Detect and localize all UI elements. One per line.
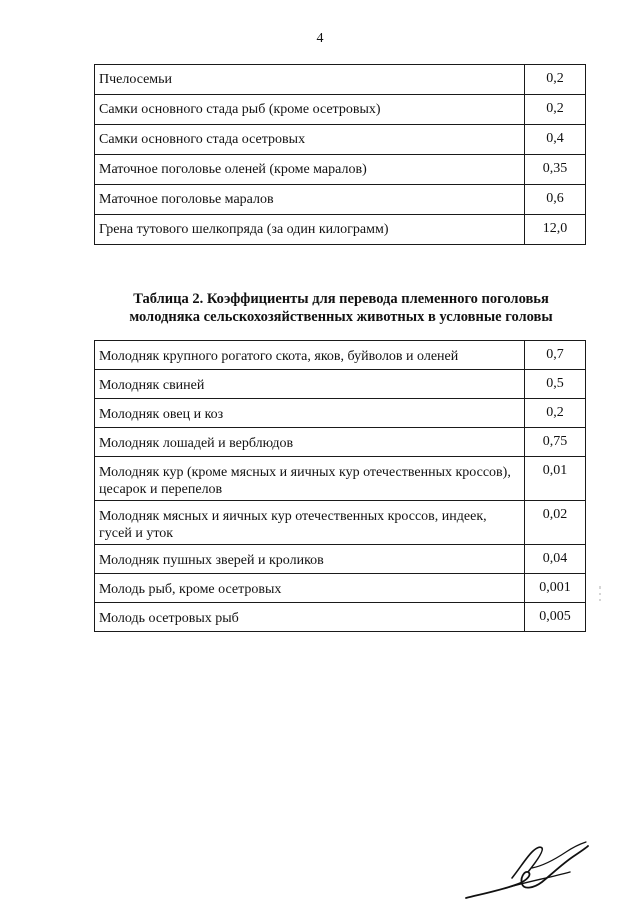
table-row [95, 155, 586, 185]
row-value: 0,2 [525, 95, 586, 125]
row-value: 0,01 [525, 457, 586, 501]
row-label: Грена тутового шелкопряда (за один килограмм) [95, 215, 525, 245]
row-value: 0,6 [525, 185, 586, 215]
row-value: 0,5 [525, 370, 586, 399]
row-label: Самки основного стада осетровых [95, 125, 525, 155]
row-label: Молодняк пушных зверей и кроликов [95, 545, 525, 574]
row-label: Молодь рыб, кроме осетровых [95, 574, 525, 603]
table-row [95, 370, 586, 399]
table-row [95, 428, 586, 457]
table-row [95, 215, 586, 245]
table-row [95, 95, 586, 125]
table-row [95, 341, 586, 370]
table-row [95, 545, 586, 574]
row-value: 0,35 [525, 155, 586, 185]
row-value: 0,4 [525, 125, 586, 155]
coefficients-table-2 [94, 340, 586, 632]
coefficients-table-1 [94, 64, 586, 245]
table-row [95, 574, 586, 603]
row-value: 0,005 [525, 603, 586, 632]
row-value: 0,2 [525, 65, 586, 95]
row-label: Молодняк свиней [95, 370, 525, 399]
row-label: Маточное поголовье оленей (кроме маралов) [95, 155, 525, 185]
table-2-caption [60, 290, 622, 326]
table-row [95, 399, 586, 428]
row-value: 12,0 [525, 215, 586, 245]
row-label: Молодняк мясных и яичных кур отечественных кроссов, индеек, гусей и уток [95, 501, 525, 545]
row-value: 0,04 [525, 545, 586, 574]
row-label: Молодняк крупного рогатого скота, яков, буйволов и оленей [95, 341, 525, 370]
signature-icon [462, 838, 592, 906]
row-value: 0,2 [525, 399, 586, 428]
table-2-caption-line-2: молодняка сельскохозяйственных животных в условные головы [129, 309, 553, 325]
table-row [95, 185, 586, 215]
row-label: Самки основного стада рыб (кроме осетровых) [95, 95, 525, 125]
table-row [95, 457, 586, 501]
row-value: 0,02 [525, 501, 586, 545]
row-value: 0,7 [525, 341, 586, 370]
table-row [95, 65, 586, 95]
row-label: Пчелосемьи [95, 65, 525, 95]
table-2-caption-line-1: Таблица 2. Коэффициенты для перевода племенного поголовья [133, 291, 549, 307]
row-label: Молодняк кур (кроме мясных и яичных кур отечественных кроссов), цесарок и перепелов [95, 457, 525, 501]
table-row [95, 501, 586, 545]
row-value: 0,75 [525, 428, 586, 457]
row-label: Молодняк лошадей и верблюдов [95, 428, 525, 457]
row-label: Молодняк овец и коз [95, 399, 525, 428]
row-label: Маточное поголовье маралов [95, 185, 525, 215]
row-label: Молодь осетровых рыб [95, 603, 525, 632]
margin-scan-mark [598, 585, 602, 603]
table-row [95, 603, 586, 632]
row-value: 0,001 [525, 574, 586, 603]
page-number: 4 [316, 31, 324, 46]
table-row [95, 125, 586, 155]
